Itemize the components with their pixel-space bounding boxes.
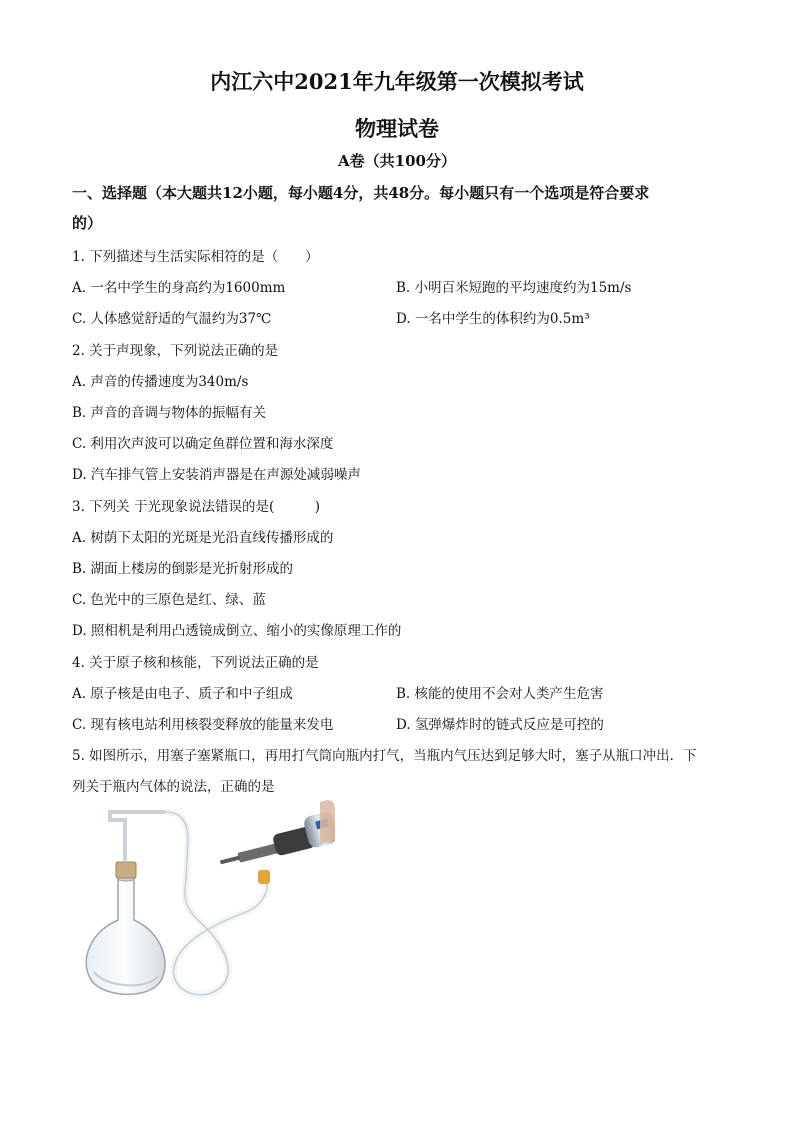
flask (86, 875, 165, 994)
question-1-option-a: A. 一名中学生的身高约为1600mm (72, 280, 286, 296)
stopper (116, 862, 136, 878)
question-4-option-c: C. 现有核电站利用核裂变释放的能量来发电 (72, 717, 334, 733)
air-pump (220, 800, 335, 864)
question-3-option-c: C. 色光中的三原色是红、绿、蓝 (72, 592, 266, 608)
question-3-option-b: B. 湖面上楼房的倒影是光折射形成的 (72, 561, 294, 577)
part1-heading-line2: 的） (72, 214, 103, 232)
question-1-stem: 1. 下列描述与生活实际相符的是（ ） (72, 249, 319, 265)
question-2-option-d: D. 汽车排气管上安装消声器是在声源处减弱噪声 (72, 467, 361, 483)
exam-title: 内江六中2021年九年级第一次模拟考试 (210, 69, 584, 94)
question-1-option-b: B. 小明百米短跑的平均速度约为15m/s (396, 280, 632, 296)
question-2-option-a: A. 声音的传播速度为340m/s (72, 374, 249, 390)
question-5-stem-line1: 5. 如图所示，用塞子塞紧瓶口，再用打气筒向瓶内打气，当瓶内气压达到足够大时，塞子从瓶口冲出．下 (72, 748, 697, 764)
question-1-option-c: C. 人体感觉舒适的气温约为37℃ (72, 311, 272, 327)
question-2-option-c: C. 利用次声波可以确定鱼群位置和海水深度 (72, 436, 334, 452)
question-4-option-d: D. 氢弹爆炸时的链式反应是可控的 (396, 717, 604, 733)
subject-title: 物理试卷 (355, 116, 439, 141)
question-1-option-d: D. 一名中学生的体积约为0.5m³ (396, 311, 590, 327)
question-2-option-b: B. 声音的音调与物体的振幅有关 (72, 405, 267, 421)
question-3-option-d: D. 照相机是利用凸透镜成倒立、缩小的实像原理工作的 (72, 623, 402, 639)
flask-pump-illustration (70, 800, 335, 1000)
part1-heading-line1: 一、选择题（本大题共12小题，每小题4分，共48分。每小题只有一个选项是符合要求 (72, 184, 650, 202)
question-3-stem: 3. 下列关 于光现象说法错误的是( ) (72, 499, 320, 515)
question-2-stem: 2. 关于声现象，下列说法正确的是 (72, 343, 279, 359)
question-4-option-a: A. 原子核是由电子、质子和中子组成 (72, 686, 293, 702)
question-4-option-b: B. 核能的使用不会对人类产生危害 (396, 686, 604, 702)
question-4-stem: 4. 关于原子核和核能，下列说法正确的是 (72, 655, 319, 671)
section-a-label: A卷（共100分） (338, 152, 456, 170)
question-5-stem-line2: 列关于瓶内气体的说法，正确的是 (72, 779, 275, 795)
question-3-option-a: A. 树荫下太阳的光斑是光沿直线传播形成的 (72, 530, 334, 546)
